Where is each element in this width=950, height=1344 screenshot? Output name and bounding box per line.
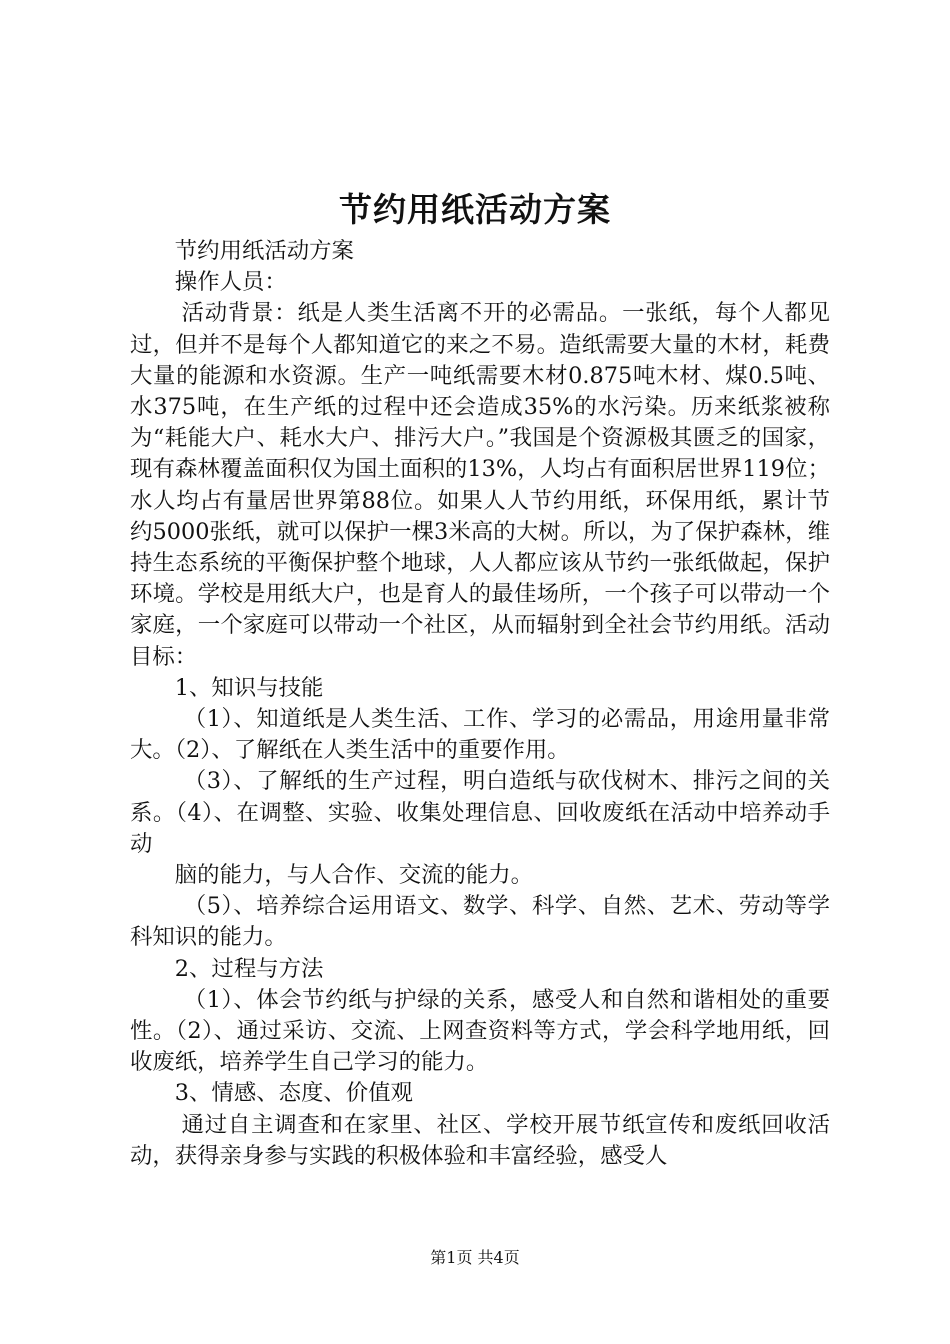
page-title: 节约用纸活动方案 xyxy=(339,190,611,229)
section-heading-values: 3、情感、态度、价值观 xyxy=(174,1080,413,1107)
paragraph-knowledge-1: （1）、知道纸是人类生活、工作、学习的必需品，用途用量非常大。（2）、了解纸在人类生活中的重要作用。 xyxy=(130,706,830,764)
paragraph-background: 活动背景：纸是人类生活离不开的必需品。一张纸，每个人都见过，但并不是每个人都知道它的来之不易。造纸需要大量的木材，耗费大量的能源和水资源。生产一吨纸需要木材0.875吨木材、煤0.5吨、水375吨，在生产纸的过程中还会造成35%的水污染。历来纸浆被称为“耗能大户、耗水大户、排污大户。”我国是个资源极其匮乏的国家，现有森林覆盖面积仅为国土面积的13%，人均占有面积居世界119位；水人均占有量居世界第88位。如果人人节约用纸，环保用纸，累计节约5000张纸，就可以保护一棵3米高的大树。所以，为了保护森林，维持生态系统的平衡保护整个地球，人人都应该从节约一张纸做起，保护环境。学校是用纸大户，也是育人的最佳场所，一个孩子可以带动一个家庭，一个家庭可以带动一个社区，从而辐射到全社会节约用纸。活动目标： xyxy=(130,300,830,670)
paragraph-knowledge-cont: 脑的能力，与人合作、交流的能力。 xyxy=(174,862,534,889)
document-body xyxy=(130,236,830,1172)
paragraph-knowledge-3: （3）、了解纸的生产过程，明白造纸与砍伐树木、排污之间的关系。（4）、在调整、实验、收集处理信息、回收废纸在活动中培养动手动 xyxy=(130,768,830,857)
paragraph-values: 通过自主调查和在家里、社区、学校开展节纸宣传和废纸回收活动，获得亲身参与实践的积极体验和丰富经验，感受人 xyxy=(130,1111,830,1169)
paragraph-process-1: （1）、体会节约纸与护绿的关系，感受人和自然和谐相处的重要性。（2）、通过采访、交流、上网查资料等方式，学会科学地用纸，回收废纸，培养学生自己学习的能力。 xyxy=(130,986,830,1076)
page-footer: 第1页 共4页 xyxy=(430,1248,520,1267)
paragraph-subtitle: 节约用纸活动方案 xyxy=(174,238,354,264)
paragraph-operators: 操作人员： xyxy=(174,269,287,296)
section-heading-knowledge: 1、知识与技能 xyxy=(174,674,324,701)
section-heading-process: 2、过程与方法 xyxy=(174,955,324,982)
paragraph-knowledge-5: （5）、培养综合运用语文、数学、科学、自然、艺术、劳动等学科知识的能力。 xyxy=(130,893,830,951)
